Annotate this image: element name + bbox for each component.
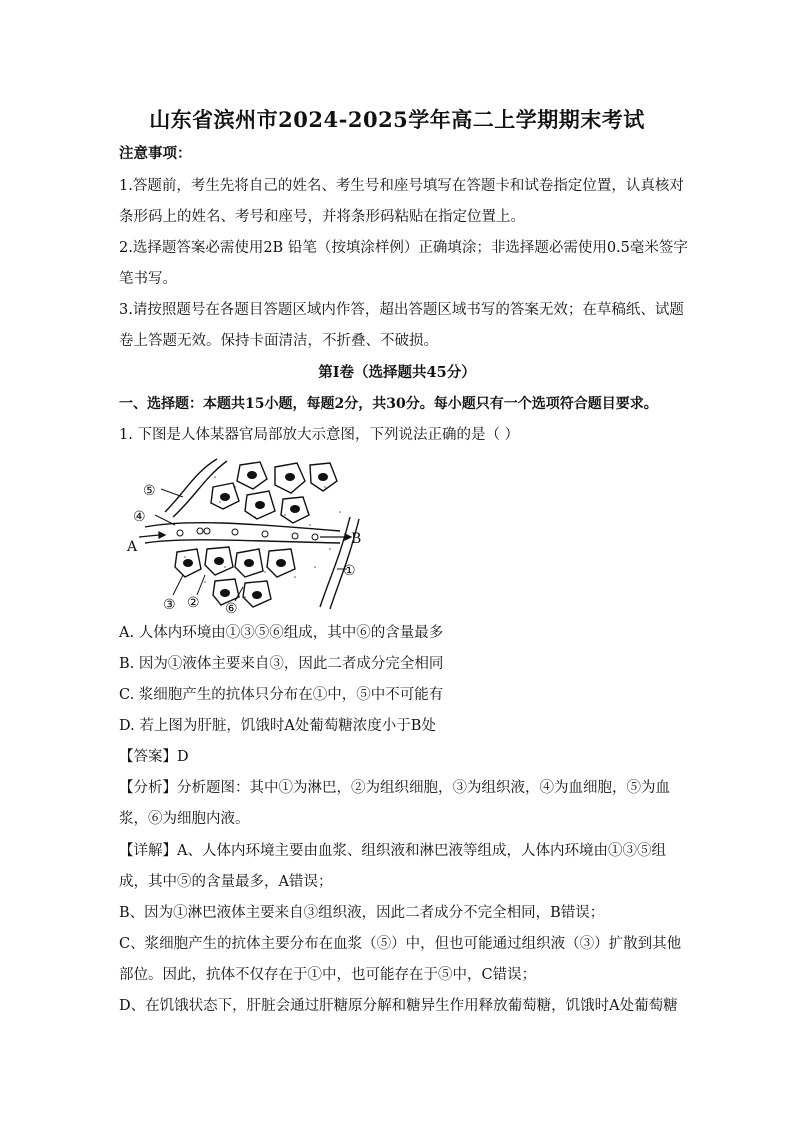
label-b: B xyxy=(351,531,362,547)
detail-line-6: D、在饥饿状态下，肝脏会通过肝糖原分解和糖异生作用释放葡萄糖，饥饿时A处葡萄糖 xyxy=(119,998,678,1014)
detail-line-2: 成，其中⑤的含量最多，A错误； xyxy=(119,874,333,890)
label-2: ② xyxy=(187,595,200,611)
detail-line-1: 【详解】A、人体内环境主要由血浆、组织液和淋巴液等组成，人体内环境由①③⑤组 xyxy=(119,843,666,859)
option-d: D. 若上图为肝脏，饥饿时A处葡萄糖浓度小于B处 xyxy=(119,718,436,734)
volume-heading: 第Ⅰ卷（选择题共45分） xyxy=(318,364,476,381)
label-4: ④ xyxy=(133,509,146,525)
detail-line-5: 部位。因此，抗体不仅存在于①中，也可能存在于⑤中，C错误； xyxy=(119,967,537,983)
question-1-stem: 1. 下图是人体某器官局部放大示意图，下列说法正确的是（ ） xyxy=(119,427,520,443)
cell-nuclei xyxy=(183,471,328,599)
answer: 【答案】D xyxy=(119,749,189,765)
option-c: C. 浆细胞产生的抗体只分布在①中，⑤中不可能有 xyxy=(119,687,444,703)
blood-cells xyxy=(177,528,318,540)
label-1: ① xyxy=(343,563,356,579)
detail-line-4: C、浆细胞产生的抗体主要分布在血浆（⑤）中，但也可能通过组织液（③）扩散到其他 xyxy=(119,936,682,952)
tissue-stipple xyxy=(184,476,341,598)
analysis-line-2: 浆，⑥为细胞内液。 xyxy=(119,811,250,827)
notice-item-3-line-1: 3.请按照题号在各题目答题区域内作答，超出答题区域书写的答案无效；在草稿纸、试题 xyxy=(119,302,684,318)
notice-item-3-line-2: 卷上答题无效。保持卡面清洁，不折叠、不破损。 xyxy=(119,333,438,349)
capillary-vessel xyxy=(145,523,340,543)
detail-line-3: B、因为①淋巴液体主要来自③组织液，因此二者成分不完全相同，B错误； xyxy=(119,905,605,921)
flow-arrows xyxy=(139,532,351,540)
notice-item-1-line-1: 1.答题前，考生先将自己的姓名、考生号和座号填写在答题卡和试卷指定位置，认真核对 xyxy=(119,178,684,194)
option-b: B. 因为①液体主要来自③，因此二者成分完全相同 xyxy=(119,656,444,672)
notice-item-2-line-2: 笔书写。 xyxy=(119,271,177,287)
analysis-line-1: 【分析】分析题图：其中①为淋巴，②为组织细胞，③为组织液，④为血细胞，⑤为血 xyxy=(119,780,670,796)
page-title: 山东省滨州市2024-2025学年高二上学期期末考试 xyxy=(149,107,645,132)
label-6: ⑥ xyxy=(225,601,238,617)
label-5: ⑤ xyxy=(143,483,156,499)
notice-heading: 注意事项： xyxy=(119,145,192,162)
label-a: A xyxy=(127,539,138,555)
organ-diagram-figure xyxy=(125,457,365,617)
notice-item-1-line-2: 条形码上的姓名、考号和座号，并将条形码粘贴在指定位置上。 xyxy=(119,209,525,225)
label-3: ③ xyxy=(163,597,176,613)
notice-item-2-line-1: 2.选择题答案必需使用2B 铅笔（按填涂样例）正确填涂；非选择题必需使用0.5毫米签字 xyxy=(119,240,688,256)
option-a: A. 人体内环境由①③⑤⑥组成，其中⑥的含量最多 xyxy=(119,625,444,641)
part-heading: 一、选择题：本题共15小题，每题2分，共30分。每小题只有一个选项符合题目要求。 xyxy=(119,396,658,412)
